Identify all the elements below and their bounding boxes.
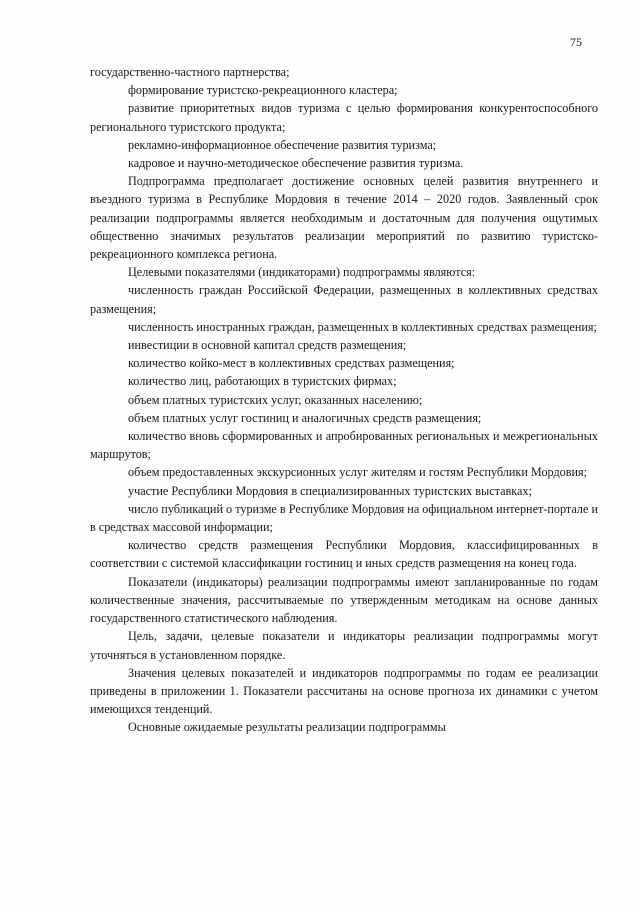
paragraph: Цель, задачи, целевые показатели и индикаторы реализации подпрограммы могут уточняться в установленном порядке. [90, 629, 598, 662]
paragraph: инвестиции в основной капитал средств размещения; [128, 338, 407, 353]
paragraph: Показатели (индикаторы) реализации подпрограммы имеют запланированные по годам количественные значения, рассчитываемые по утвержденным методикам на основе данных государственного статистического наблюдения. [90, 574, 598, 626]
paragraph: участие Республики Мордовия в специализированных туристских выставках; [128, 483, 532, 498]
paragraph: количество лиц, работающих в туристских фирмах; [128, 374, 397, 389]
paragraph: развитие приоритетных видов туризма с целью формирования конкурентоспособного регионального туристского продукта; [90, 101, 598, 134]
paragraph: численность граждан Российской Федерации, размещенных в коллективных средствах размещения; [90, 283, 598, 316]
paragraph: Основные ожидаемые результаты реализации подпрограммы [128, 720, 446, 735]
paragraph: количество койко-мест в коллективных средствах размещения; [128, 356, 455, 371]
paragraph: Значения целевых показателей и индикаторов подпрограммы по годам ее реализации приведены в приложении 1. Показатели рассчитаны на основе прогноза их динамики с учетом имеющихся тенденций. [90, 665, 598, 717]
paragraph: объем предоставленных экскурсионных услуг жителям и гостям Республики Мордовия; [128, 465, 588, 480]
paragraph: объем платных услуг гостиниц и аналогичных средств размещения; [128, 410, 482, 425]
paragraph: Подпрограмма предполагает достижение основных целей развития внутреннего и въездного туризма в Республике Мордовия в течение 2014 – 2020 годов. Заявленный срок реализации подпрограммы является необходимым и достаточным для получения ощутимых общественно значимых результатов реализации мероприятий по развитию туристско-рекреационного комплекса региона. [90, 174, 598, 262]
page-number: 75 [570, 35, 582, 49]
paragraph: формирование туристско-рекреационного кластера; [128, 83, 398, 98]
paragraph: кадровое и научно-методическое обеспечение развития туризма. [128, 156, 464, 171]
paragraph: государственно-частного партнерства; [90, 65, 290, 79]
paragraph: численность иностранных граждан, размещенных в коллективных средствах размещения; [128, 319, 597, 334]
body-text [90, 63, 598, 737]
paragraph: число публикаций о туризме в Республике Мордовия на официальном интернет-портале и в средствах массовой информации; [90, 501, 598, 535]
paragraph: объем платных туристских услуг, оказанных населению; [128, 392, 423, 407]
paragraph: рекламно-информационное обеспечение развития туризма; [128, 137, 437, 152]
paragraph: количество вновь сформированных и апробированных региональных и межрегиональных маршрутов; [90, 429, 598, 462]
paragraph: количество средств размещения Республики Мордовия, классифицированных в соответствии с системой классификации гостиниц и иных средств размещения на конец года. [90, 538, 598, 571]
paragraph: Целевыми показателями (индикаторами) подпрограммы являются: [128, 265, 476, 280]
